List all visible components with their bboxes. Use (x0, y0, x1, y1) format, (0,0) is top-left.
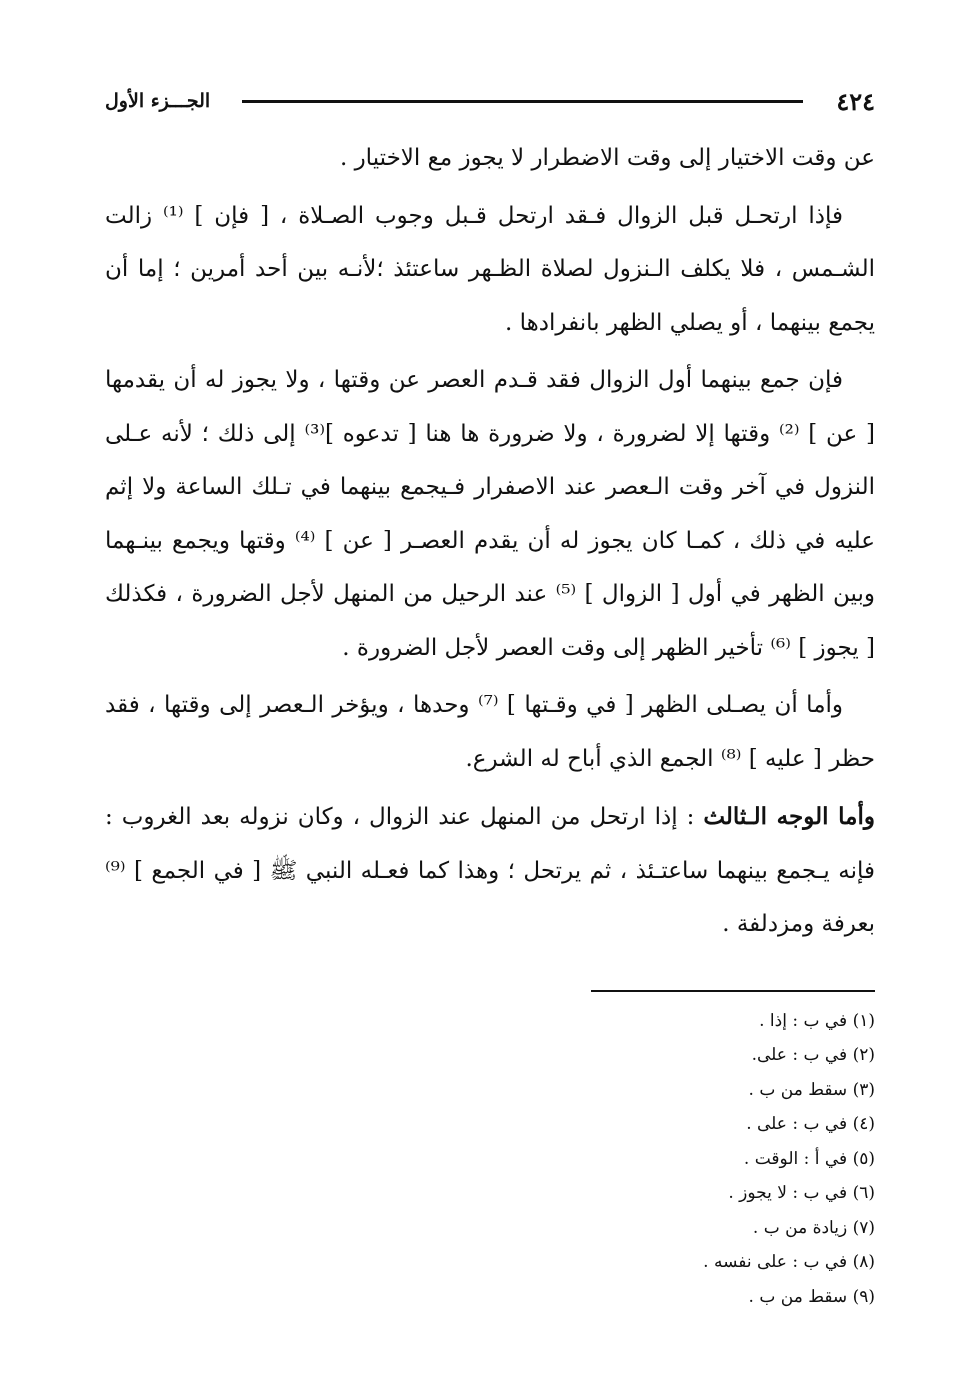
running-title: الجـــزء الأول (105, 90, 211, 112)
paragraph-3: فإن جمع بينهما أول الزوال فقد قـدم العصر عن وقتها ، ولا يجوز له أن يقدمها [ عن ] ⁽²⁾ وقتها إلا لضرورة ، ولا ضرورة ها هنا [ تدعوه ]⁽³⁾ إلى ذلك ؛ لأنه عـلى النزول في آخر وقت الـعصر عند الاصفرار فـيجمع بينهما في تـلك الساعة ولا إثم عليه في ذلك ، كمـا كان يجوز له أن يقدم العصـر [ عن ] ⁽⁴⁾ وقتها ويجمع بينـهما وبين الظهر في أول [ الزوال ] ⁽⁵⁾ عند الرحيل من المنهل لأجل الضرورة ، فكذلك [ يجوز ] ⁽⁶⁾ تأخير الظهر إلى وقت العصر لأجل الضرورة . (105, 367, 875, 661)
footnote-9: (٩) سقط من ب . (748, 1286, 875, 1307)
paragraph-5-lead: وأما الوجه الـثالث (703, 803, 875, 830)
header-rule (242, 100, 803, 103)
footnotes-list (105, 1004, 875, 1315)
footnote-7: (٧) زيادة من ب . (752, 1217, 875, 1238)
paragraph-1: عن وقت الاختيار إلى وقت الاضطرار لا يجوز مع الاختيار . (339, 145, 875, 171)
footnote-1: (١) في ب : إذا . (759, 1010, 875, 1031)
footnote-6: (٦) في ب : لا يجوز . (728, 1183, 875, 1203)
page-number: ٤٢٤ (836, 86, 875, 116)
footnote-5: (٥) في أ : الوقت . (743, 1148, 875, 1169)
paragraph-4: وأما أن يصـلى الظهر [ في وقـتها ] ⁽⁷⁾ وحدها ، ويؤخر الـعصر إلى وقتها ، فقد حظر [ عليه ] ⁽⁸⁾ الجمع الذي أباح له الشرع. (105, 692, 875, 772)
paragraph-2: فإذا ارتحـل قبل الزوال فـقد ارتحل قـبل وجوب الصـلاة ، [ فإن ] ⁽¹⁾ زالت الشـمس ، فلا يكلف الـنزول لصلاة الظـهر ساعتئذ ؛لأنـه بين أحد أمرين ؛ إما أن يجمع بينهما ، أو يصلي الظهر بانفرادها . (105, 202, 875, 336)
book-page (105, 84, 875, 1314)
footnote-2: (٢) في ب : على. (751, 1045, 875, 1065)
footnote-4: (٤) في ب : على . (746, 1114, 875, 1134)
footnote-rule (591, 990, 875, 992)
page-header (105, 84, 875, 118)
footnote-3: (٣) سقط من ب . (748, 1079, 875, 1100)
footnote-8: (٨) في ب : على نفسه . (703, 1252, 875, 1272)
paragraph-5 (105, 790, 875, 952)
paragraph-5-text: : إذا ارتحل من المنهل عند الزوال ، وكان نزوله بعد الغروب : فإنه يـجمع بينهما ساعتـئذ ، ثم يرتحل ؛ وهذا كما فعـله النبي ﷺ [ في الجمع ] ⁽⁹⁾ بعرفة ومزدلفة . (105, 804, 875, 937)
body-text (105, 132, 875, 952)
